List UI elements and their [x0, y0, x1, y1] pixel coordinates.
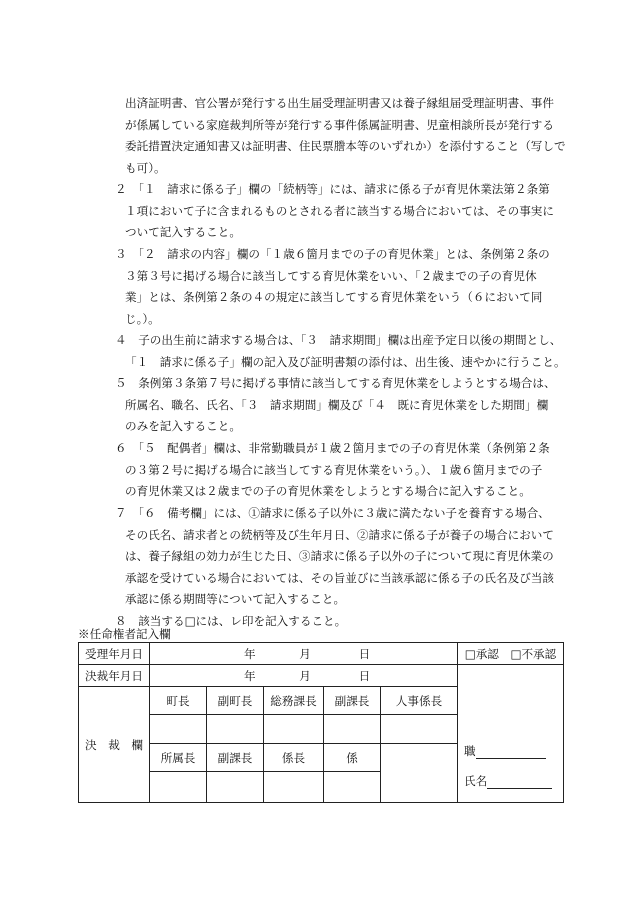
paragraph-line: 委託措置決定通知書又は証明書、住民票謄本等のいずれか）を添付すること（写しで — [125, 139, 566, 154]
paragraph-line: のみを記入すること。 — [125, 419, 241, 434]
decision-date-label: 決裁年月日 — [79, 665, 150, 687]
decision-column-label: 決 裁 欄 — [79, 687, 150, 803]
date-day: 日 — [358, 668, 371, 683]
stamp-box[interactable] — [150, 715, 207, 744]
stamp-box[interactable] — [264, 772, 324, 803]
paragraph-line: 業」とは、条例第２条の４の規定に該当してする育児休業をいう（６において同 — [125, 290, 543, 305]
stamp-box[interactable] — [324, 715, 381, 744]
stamp-box[interactable] — [150, 772, 207, 803]
paragraph-line: ７ 「６ 備考欄」には、①請求に係る子以外に３歳に満たない子を養育する場合、 — [115, 506, 550, 520]
paragraph-line: ２ 「１ 請求に係る子」欄の「続柄等」には、請求に係る子が育児休業法第２条第 — [115, 182, 550, 196]
receipt-date-value — [150, 643, 458, 665]
paragraph-line: 所属名、職名、氏名、「３ 請求期間」欄及び「４ 既に育児休業をした期間」欄 — [125, 397, 549, 412]
paragraph-3 — [115, 244, 550, 330]
date-year: 年 — [244, 646, 256, 661]
title-line — [464, 743, 546, 759]
approver-header: 副課長 — [207, 744, 264, 772]
paragraph-line: その氏名、請求者との続柄等及び生年月日、②請求に係る子が養子の場合において — [125, 527, 554, 542]
date-day: 日 — [358, 646, 371, 661]
date-month: 月 — [299, 646, 311, 661]
date-month: 月 — [299, 668, 311, 683]
stamp-box[interactable] — [381, 715, 458, 744]
paragraph-1 — [125, 93, 566, 179]
paragraph-line: の３第２号に掲げる場合に該当してする育児休業をいう。）、１歳６箇月までの子 — [125, 462, 543, 477]
paragraph-2 — [115, 179, 554, 244]
signature-area — [458, 665, 563, 799]
paragraph-line: 承認を受けている場合においては、その旨並びに当該承認に係る子の氏名及び当該 — [125, 570, 554, 585]
paragraph-7 — [115, 503, 554, 611]
paragraph-line: １項において子に含まれるものとされる者に該当する場合においては、その事実に — [125, 203, 554, 218]
approver-header: 副課長 — [324, 687, 381, 715]
paragraph-line: ６ 「５ 配偶者」欄は、非常勤職員が１歳２箇月までの子の育児休業（条例第２条 — [115, 441, 550, 455]
approver-header: 係長 — [264, 744, 324, 772]
name-label: 氏名 — [464, 774, 488, 788]
paragraph-line: ３第３号に掲げる場合に該当してする育児休業をいい、「２歳までの子の育児休 — [125, 268, 537, 283]
paragraph-line: も可）。 — [125, 160, 166, 175]
empty-cell — [381, 744, 458, 772]
paragraph-6 — [115, 438, 550, 503]
paragraph-line: ３ 「２ 請求の内容」欄の「１歳６箇月までの子の育児休業」とは、条例第２条の — [115, 247, 550, 261]
paragraph-line: ５ 条例第３条第７号に掲げる事情に該当してする育児休業をしようとする場合は、 — [115, 376, 556, 390]
title-underline[interactable] — [476, 746, 546, 759]
stamp-box[interactable] — [207, 772, 264, 803]
paragraph-line: ４ 子の出生前に請求する場合は、「３ 請求期間」欄は出産予定日以後の期間とし、 — [115, 333, 562, 347]
paragraph-5 — [115, 373, 556, 438]
date-year: 年 — [244, 668, 256, 683]
stamp-box[interactable] — [264, 715, 324, 744]
signature-cell — [458, 665, 564, 803]
paragraph-line: ついて記入すること。 — [125, 225, 241, 240]
paragraph-line: 「１ 請求に係る子」欄の記入及び証明書類の添付は、出生後、速やかに行うこと。 — [125, 354, 566, 369]
empty-cell — [381, 772, 458, 803]
paragraph-line: じ。）。 — [125, 311, 160, 326]
paragraph-line: ８ 該当する□には、レ印を記入すること。 — [115, 614, 347, 628]
title-label: 職 — [464, 744, 476, 758]
stamp-box[interactable] — [324, 772, 381, 803]
name-underline[interactable] — [487, 776, 552, 789]
paragraph-line: 承認に係る期間等について記入すること。 — [125, 592, 346, 607]
approver-header: 総務課長 — [264, 687, 324, 715]
stamp-box[interactable] — [207, 715, 264, 744]
receipt-date-label: 受理年月日 — [79, 643, 150, 665]
approver-header: 町長 — [150, 687, 207, 715]
approver-header: 人事係長 — [381, 687, 458, 715]
decision-date-value — [150, 665, 458, 687]
paragraph-line: は、養子縁組の効力が生じた日、③請求に係る子以外の子について現に育児休業の — [125, 549, 554, 564]
approver-header: 所属長 — [150, 744, 207, 772]
approver-header: 係 — [324, 744, 381, 772]
paragraph-4 — [115, 330, 566, 373]
authority-table — [78, 642, 564, 803]
paragraph-line: 出済証明書、官公署が発行する出生届受理証明書又は養子縁組届受理証明書、事件 — [125, 96, 554, 110]
name-line — [464, 773, 552, 789]
paragraph-line: の育児休業又は２歳までの子の育児休業をしようとする場合に記入すること。 — [125, 484, 531, 499]
paragraph-line: が係属している家庭裁判所等が発行する事件係属証明書、児童相談所長が発行する — [125, 117, 554, 132]
approval-checkboxes[interactable]: □承認 □不承認 — [458, 643, 564, 665]
authority-note: ※任命権者記入欄 — [78, 627, 171, 641]
approver-header: 副町長 — [207, 687, 264, 715]
